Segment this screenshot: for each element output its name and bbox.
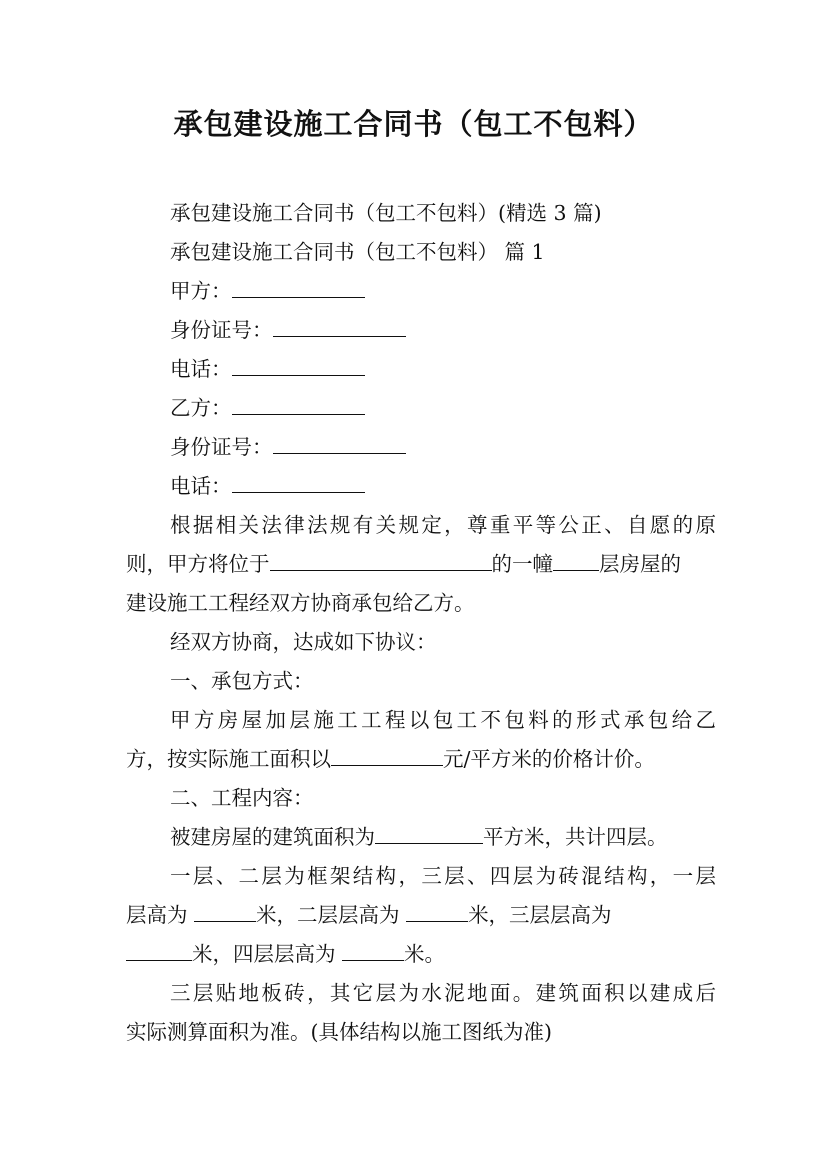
party-b-id-blank	[273, 434, 406, 454]
floor4-height-unit: 米。	[404, 942, 446, 966]
building-area-blank	[375, 824, 483, 844]
unit-price-blank	[331, 746, 443, 766]
part-heading: 承包建设施工合同书（包工不包料） 篇 1	[170, 240, 545, 264]
floor1-height-blank	[194, 902, 256, 922]
section2-para2-line1: 一层、二层为框架结构，三层、四层为砖混结构，一层	[170, 864, 716, 888]
para1-text-b: 的一幢	[491, 552, 553, 576]
document-title: 承包建设施工合同书（包工不包料）	[173, 107, 654, 141]
party-b-phone-label: 电话：	[170, 474, 232, 498]
section2-para1-text-a: 被建房屋的建筑面积为	[170, 825, 375, 849]
party-a-id-blank	[273, 317, 406, 337]
para1-line2	[126, 551, 716, 577]
party-a-phone-label: 电话：	[170, 357, 232, 381]
party-b-phone-row	[170, 473, 716, 499]
section1-line2	[126, 746, 716, 772]
section2-para1-text-b: 平方米，共计四层。	[483, 825, 668, 849]
party-a-blank	[232, 278, 365, 298]
section2-para3-line2: 实际测算面积为准。(具体结构以施工图纸为准)	[126, 1020, 552, 1044]
floor2-height-label: 米，二层层高为	[256, 903, 407, 927]
party-a-id-row	[170, 317, 716, 343]
section2-para3-line1: 三层贴地板砖，其它层为水泥地面。建筑面积以建成后	[170, 981, 716, 1005]
floor3-height-label: 米，三层层高为	[468, 903, 612, 927]
floor4-height-blank	[342, 941, 404, 961]
section2-para2-line3	[126, 941, 716, 967]
party-a-id-label: 身份证号：	[170, 318, 273, 342]
party-a-label: 甲方：	[170, 279, 232, 303]
floor2-height-blank	[406, 902, 468, 922]
section1-line1: 甲方房屋加层施工工程以包工不包料的形式承包给乙	[170, 708, 716, 732]
party-b-label: 乙方：	[170, 396, 232, 420]
section2-para1	[170, 824, 716, 850]
party-a-phone-blank	[232, 356, 365, 376]
floor1-height-label: 层高为	[126, 903, 195, 927]
party-b-id-row	[170, 434, 716, 460]
para1-line1: 根据相关法律法规有关规定，尊重平等公正、自愿的原	[170, 513, 716, 537]
section1-text-b: 元/平方米的价格计价。	[443, 747, 655, 771]
para1-text-a: 则，甲方将位于	[126, 552, 270, 576]
para1-line3: 建设施工工程经双方协商承包给乙方。	[126, 591, 475, 615]
section1-heading: 一、承包方式：	[170, 669, 314, 693]
section2-para2-line2	[126, 902, 716, 928]
party-b-blank	[232, 395, 365, 415]
para1-text-c: 层房屋的	[599, 552, 681, 576]
party-a-row	[170, 278, 716, 304]
para2: 经双方协商，达成如下协议：	[170, 630, 437, 654]
floor3-height-blank	[126, 941, 192, 961]
floors-blank	[553, 551, 599, 571]
section2-heading: 二、工程内容：	[170, 786, 314, 810]
party-a-phone-row	[170, 356, 716, 382]
party-b-phone-blank	[232, 473, 365, 493]
party-b-row	[170, 395, 716, 421]
document-subtitle: 承包建设施工合同书（包工不包料）(精选 3 篇)	[170, 201, 602, 225]
party-b-id-label: 身份证号：	[170, 435, 273, 459]
section1-text-a: 方，按实际施工面积以	[126, 747, 331, 771]
floor4-height-label: 米，四层层高为	[192, 942, 343, 966]
location-blank	[270, 551, 492, 571]
